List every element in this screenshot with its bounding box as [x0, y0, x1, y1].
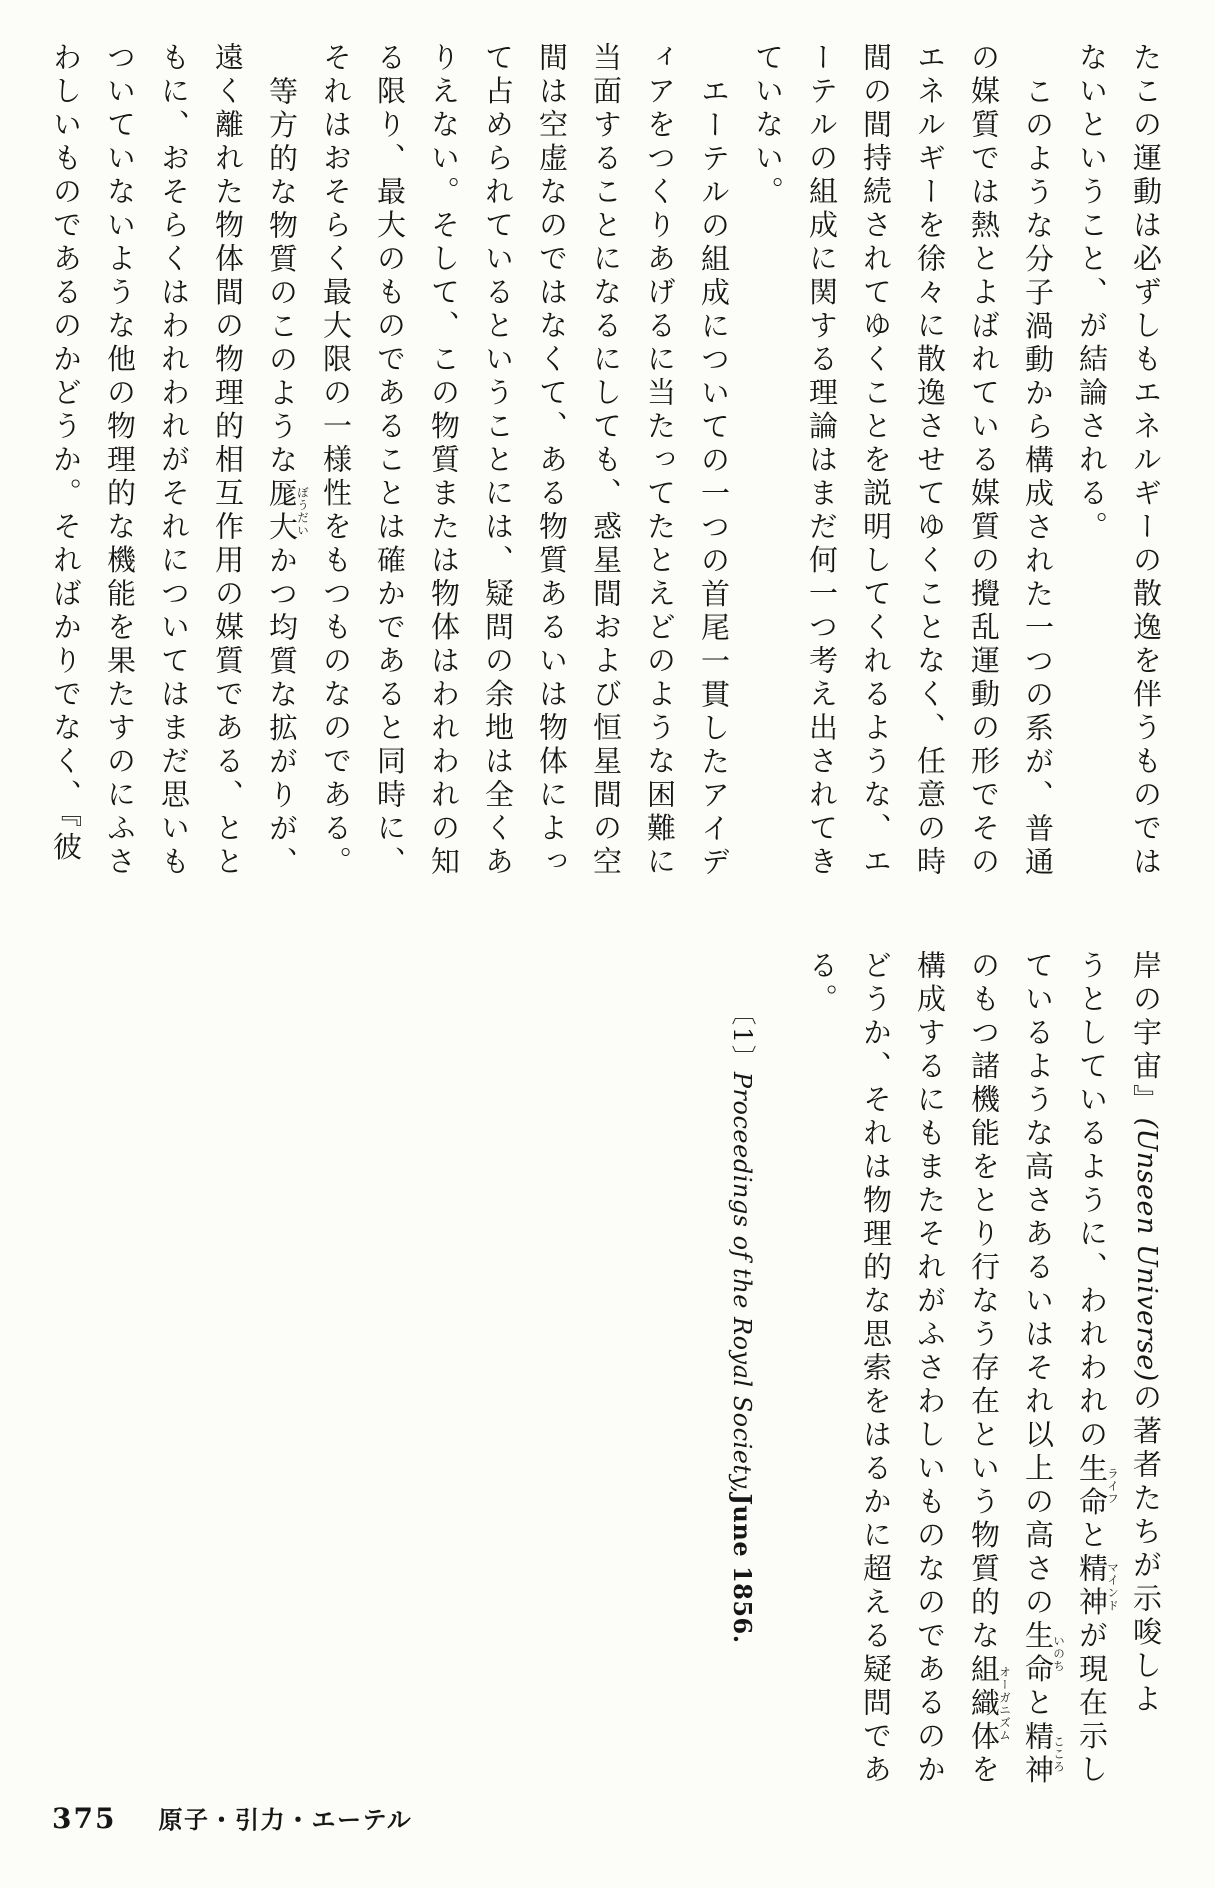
column-text: と [1021, 1687, 1055, 1721]
text-column: ィアをつくりあげるに当たってたとえどのような困難に [643, 42, 677, 880]
column-text: を [967, 1754, 1001, 1788]
footnote-citation-date: June 1856. [728, 1493, 757, 1644]
furigana-organism: 組織体オーガニズム [967, 1653, 1012, 1754]
text-column: て占められているということには、疑問の余地は全くあ [481, 42, 515, 880]
text-column-with-furigana [1011, 950, 1065, 1795]
column-text: 岸の宇宙』 [1129, 950, 1163, 1118]
column-text: うとしているように、われわれの [1075, 950, 1109, 1453]
text-column: 遠く離れた物体間の物理的相互作用の媒質である、とと [211, 42, 245, 880]
text-column: エーテルの組成についての一つの首尾一貫したアイデ [697, 76, 731, 880]
text-column: の媒質では熱とよばれている媒質の攪乱運動の形でその [967, 42, 1001, 880]
text-column: ていない。 [751, 42, 785, 210]
column-text: 等方的な物質のこのような [265, 76, 299, 478]
text-column: ーテルの組成に関する理論はまだ何一つ考え出されてき [805, 42, 839, 880]
column-text: かつ均質な拡がりが、 [265, 545, 299, 880]
furigana-inochi: 生命いのち [1021, 1620, 1066, 1687]
text-column: たこの運動は必ずしもエネルギーの散逸を伴うものでは [1129, 42, 1163, 880]
text-column-with-furigana [957, 950, 1011, 1795]
furigana-life: 生命ライフ [1075, 1452, 1120, 1520]
column-text: の著者たちが示唆しよ [1129, 1381, 1163, 1717]
column-text: のもつ諸機能をとり行なう存在という物質的な [967, 950, 1001, 1654]
furigana-boudai: 厖大ぼうだい [265, 478, 310, 545]
furigana-kokoro: 精神こころ [1021, 1720, 1066, 1788]
text-column: わしいものであるのかどうか。そればかりでなく、『彼 [49, 42, 83, 865]
bottom-text-block [715, 950, 1173, 1795]
column-text: が現在示し [1075, 1620, 1109, 1788]
text-column: る限り、最大のものであることは確かであると同時に、 [373, 42, 407, 880]
text-column: ついていないような他の物理的な機能を果たすのにふさ [103, 42, 137, 880]
text-column-with-latin [1119, 950, 1173, 1795]
text-column: 間は空虚なのではなくて、ある物質あるいは物体によっ [535, 42, 569, 880]
page-number: 375 [52, 1802, 117, 1835]
text-column: 当面することになるにしても、惑星間および恒星間の空 [589, 42, 623, 880]
column-text: と [1075, 1519, 1109, 1553]
text-column-with-furigana [1065, 950, 1119, 1795]
text-column: 間の間持続されてゆくことを説明してくれるような、エ [859, 42, 893, 880]
text-column: 構成するにもまたそれがふさわしいものなのであるのか [913, 950, 947, 1788]
top-text-block [39, 42, 1173, 894]
text-column: る。 [805, 950, 839, 1017]
footnote [715, 950, 769, 1795]
text-column: りえない。そして、この物質または物体はわれわれの知 [427, 42, 461, 880]
text-column: ないということ、が結論される。 [1075, 42, 1109, 545]
footnote-number: 〔1〕 [728, 1000, 757, 1072]
book-title-latin: (Unseen Universe) [1131, 1117, 1162, 1382]
footnote-citation-italic: Proceedings of the Royal Society, [728, 1071, 756, 1494]
text-column: エネルギーを徐々に散逸させてゆくことなく、任意の時 [913, 42, 947, 880]
column-text: ているような高さあるいはそれ以上の高さの [1021, 950, 1055, 1620]
running-title: 原子・引力・エーテル [158, 1806, 413, 1834]
furigana-mind: 精神マインド [1075, 1553, 1120, 1620]
text-column: どうか、それは物理的な思索をはるかに超える疑問であ [859, 950, 893, 1788]
text-column: それはおそらく最大限の一様性をもつものなのである。 [319, 42, 353, 880]
text-column: もに、おそらくはわれわれがそれについてはまだ思いも [157, 42, 191, 880]
text-column: このような分子渦動から構成された一つの系が、普通 [1021, 76, 1055, 880]
text-column-with-furigana [255, 42, 309, 894]
page-footer [52, 1800, 412, 1835]
